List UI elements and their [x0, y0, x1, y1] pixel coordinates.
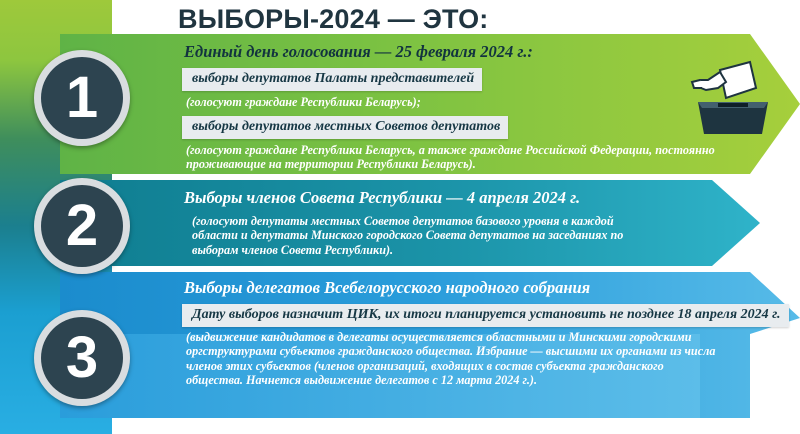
step-number-circle-1	[34, 50, 130, 146]
circle-number-3: 3	[41, 317, 123, 399]
step-number-circle-2	[34, 178, 130, 274]
page-title: ВЫБОРЫ-2024 — ЭТО:	[178, 4, 489, 34]
step-number-circle-3	[34, 310, 130, 406]
block-2-heading: Выборы членов Совета Республики — 4 апреля 2024 г.	[184, 188, 581, 207]
block-3-note: (выдвижение кандидатов в делегаты осуществляется областными и Минскими городскими оргструктурами субъектов гражданского общества. Избрание — высшими их органами из числа членов этих субъектов (членов организаций, входящих в состав субъекта гражданского общества. Начнется выдвижение делегатов с 12 марта 2024 г.).	[186, 330, 716, 388]
block-1-heading: Единый день голосования — 25 февраля 2024 г.:	[184, 42, 533, 61]
block-3-item-label: Дату выборов назначит ЦИК, их итоги планируется установить не позднее 18 апреля 2024 г.	[182, 304, 789, 327]
block-1-item-2-note: (голосуют граждане Республики Беларусь, а также граждане Российской Федерации, постоянно проживающие на территории Республики Беларусь).	[186, 143, 715, 172]
circle-number-1: 1	[41, 57, 123, 139]
ballot-box-with-hand-icon	[690, 58, 776, 136]
block-1-item-2-label: выборы депутатов местных Советов депутатов	[182, 116, 508, 139]
block-1-item-1-note: (голосуют граждане Республики Беларусь);	[186, 95, 421, 109]
block-1-item-1-label: выборы депутатов Палаты представителей	[182, 68, 482, 91]
block-3-heading: Выборы делегатов Всебелорусского народного собрания	[184, 278, 591, 297]
block-2-note: (голосуют депутаты местных Советов депутатов базового уровня в каждой области и депутаты Минского городского Совета депутатов на заседаниях по выборам членов Совета Республики).	[192, 214, 624, 257]
circle-number-2: 2	[41, 185, 123, 267]
